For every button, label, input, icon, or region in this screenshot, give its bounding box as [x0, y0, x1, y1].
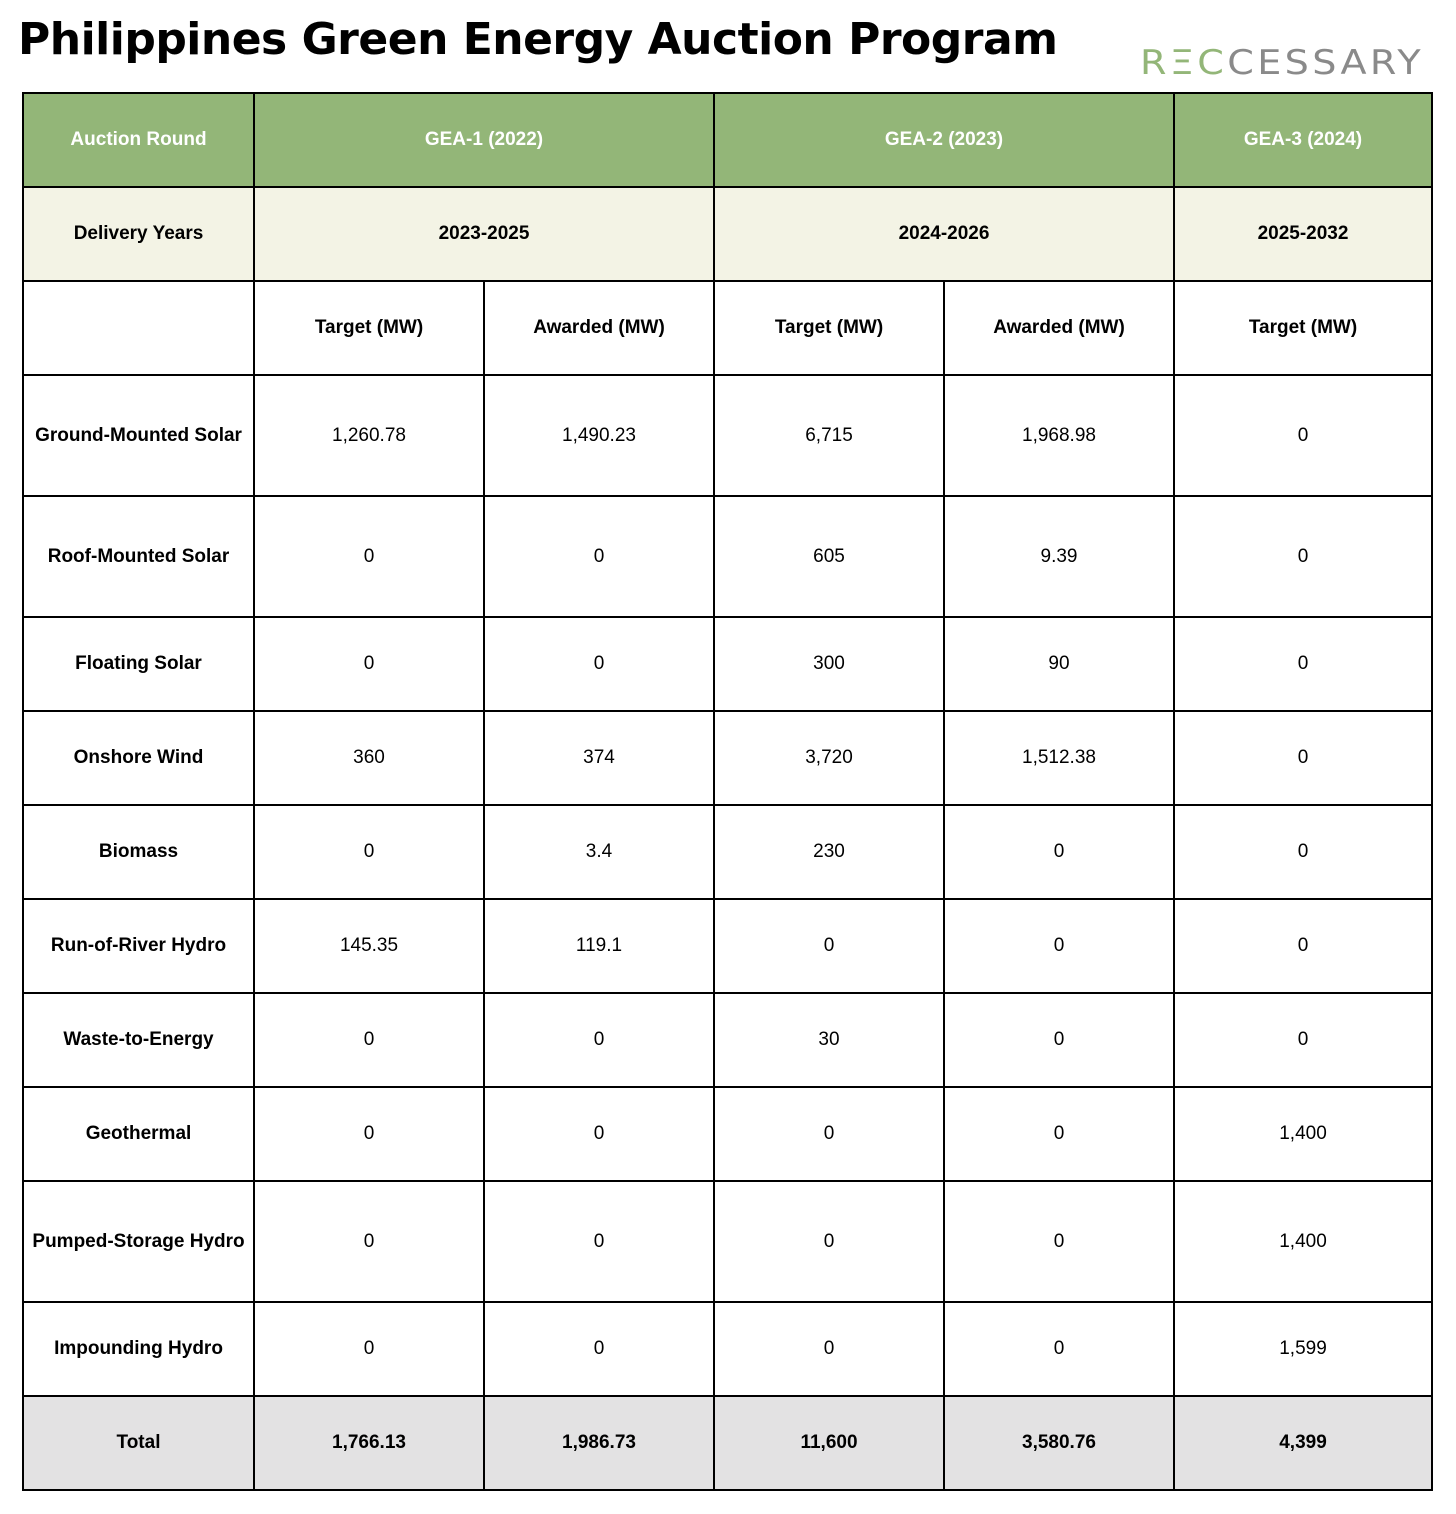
logo-text-green: RΞC: [1140, 43, 1218, 83]
table-cell: 0: [944, 993, 1174, 1087]
table-cell: 1,490.23: [484, 375, 714, 496]
total-label: Total: [23, 1396, 254, 1490]
table-row: [23, 496, 1432, 617]
total-cell: 3,580.76: [944, 1396, 1174, 1490]
row-label: Onshore Wind: [23, 711, 254, 805]
row-label: Impounding Hydro: [23, 1302, 254, 1396]
auction-table: [22, 92, 1433, 1491]
table-cell: 0: [944, 805, 1174, 899]
table-row: [23, 711, 1432, 805]
row-label: Pumped-Storage Hydro: [23, 1181, 254, 1302]
table-cell: 0: [944, 1087, 1174, 1181]
page-title: Philippines Green Energy Auction Program: [18, 14, 1058, 65]
subheader-row: [23, 281, 1432, 375]
table-cell: 0: [714, 1302, 944, 1396]
table-row: [23, 1302, 1432, 1396]
table-cell: 0: [714, 1087, 944, 1181]
table-cell: 3.4: [484, 805, 714, 899]
table-cell: 0: [1174, 375, 1432, 496]
delivery-years-gea-2: 2024-2026: [714, 187, 1174, 281]
table-cell: 0: [254, 1087, 484, 1181]
table-cell: 0: [944, 1302, 1174, 1396]
total-cell: 11,600: [714, 1396, 944, 1490]
table-cell: 90: [944, 617, 1174, 711]
table-row: [23, 993, 1432, 1087]
table-cell: 300: [714, 617, 944, 711]
table-cell: 0: [254, 993, 484, 1087]
table-cell: 230: [714, 805, 944, 899]
table-cell: 0: [944, 1181, 1174, 1302]
table-cell: 0: [714, 1181, 944, 1302]
table-cell: 0: [714, 899, 944, 993]
auction-round-row: [23, 93, 1432, 187]
table-cell: 0: [1174, 617, 1432, 711]
table-cell: 0: [1174, 711, 1432, 805]
table-cell: 0: [484, 1302, 714, 1396]
subheader-target: Target (MW): [1174, 281, 1432, 375]
table-cell: 1,260.78: [254, 375, 484, 496]
total-cell: 1,986.73: [484, 1396, 714, 1490]
table-row: [23, 805, 1432, 899]
table-row: [23, 617, 1432, 711]
table-cell: 360: [254, 711, 484, 805]
total-cell: 4,399: [1174, 1396, 1432, 1490]
row-label: Run-of-River Hydro: [23, 899, 254, 993]
table-cell: 0: [1174, 805, 1432, 899]
table-cell: 0: [484, 496, 714, 617]
table-cell: 0: [1174, 899, 1432, 993]
table-cell: 3,720: [714, 711, 944, 805]
table-cell: 0: [1174, 496, 1432, 617]
table-cell: 0: [254, 805, 484, 899]
delivery-years-gea-1: 2023-2025: [254, 187, 714, 281]
table-cell: 119.1: [484, 899, 714, 993]
row-label: Floating Solar: [23, 617, 254, 711]
delivery-years-label: Delivery Years: [23, 187, 254, 281]
table-cell: 30: [714, 993, 944, 1087]
table-cell: 374: [484, 711, 714, 805]
row-label: Roof-Mounted Solar: [23, 496, 254, 617]
row-label: Biomass: [23, 805, 254, 899]
subheader-awarded: Awarded (MW): [484, 281, 714, 375]
table-cell: 9.39: [944, 496, 1174, 617]
svg-text:RΞCCESSARY: [1140, 43, 1424, 83]
delivery-years-row: [23, 187, 1432, 281]
table-cell: 0: [254, 1302, 484, 1396]
table-cell: 1,512.38: [944, 711, 1174, 805]
round-gea-1: GEA-1 (2022): [254, 93, 714, 187]
table-cell: 605: [714, 496, 944, 617]
row-label: Waste-to-Energy: [23, 993, 254, 1087]
table-cell: 0: [944, 899, 1174, 993]
table-cell: 0: [254, 617, 484, 711]
table-cell: 1,968.98: [944, 375, 1174, 496]
table-cell: 0: [484, 993, 714, 1087]
round-gea-3: GEA-3 (2024): [1174, 93, 1432, 187]
total-cell: 1,766.13: [254, 1396, 484, 1490]
table-cell: 1,400: [1174, 1181, 1432, 1302]
logo-text-gray: CESSARY: [1227, 43, 1403, 83]
total-row: [23, 1396, 1432, 1490]
table-cell: 0: [254, 496, 484, 617]
table-cell: 0: [254, 1181, 484, 1302]
row-label: Geothermal: [23, 1087, 254, 1181]
table-cell: 145.35: [254, 899, 484, 993]
delivery-years-gea-3: 2025-2032: [1174, 187, 1432, 281]
table-cell: 0: [1174, 993, 1432, 1087]
reccessary-logo: [1140, 38, 1424, 88]
subheader-empty-cell: [23, 281, 254, 375]
table-cell: 1,599: [1174, 1302, 1432, 1396]
subheader-target: Target (MW): [714, 281, 944, 375]
auction-round-label: Auction Round: [23, 93, 254, 187]
table-cell: 0: [484, 1087, 714, 1181]
table-row: [23, 899, 1432, 993]
table-cell: 0: [484, 1181, 714, 1302]
table-row: [23, 1181, 1432, 1302]
table-row: [23, 375, 1432, 496]
subheader-awarded: Awarded (MW): [944, 281, 1174, 375]
round-gea-2: GEA-2 (2023): [714, 93, 1174, 187]
table-row: [23, 1087, 1432, 1181]
table-cell: 0: [484, 617, 714, 711]
subheader-target: Target (MW): [254, 281, 484, 375]
table-cell: 6,715: [714, 375, 944, 496]
table-cell: 1,400: [1174, 1087, 1432, 1181]
row-label: Ground-Mounted Solar: [23, 375, 254, 496]
